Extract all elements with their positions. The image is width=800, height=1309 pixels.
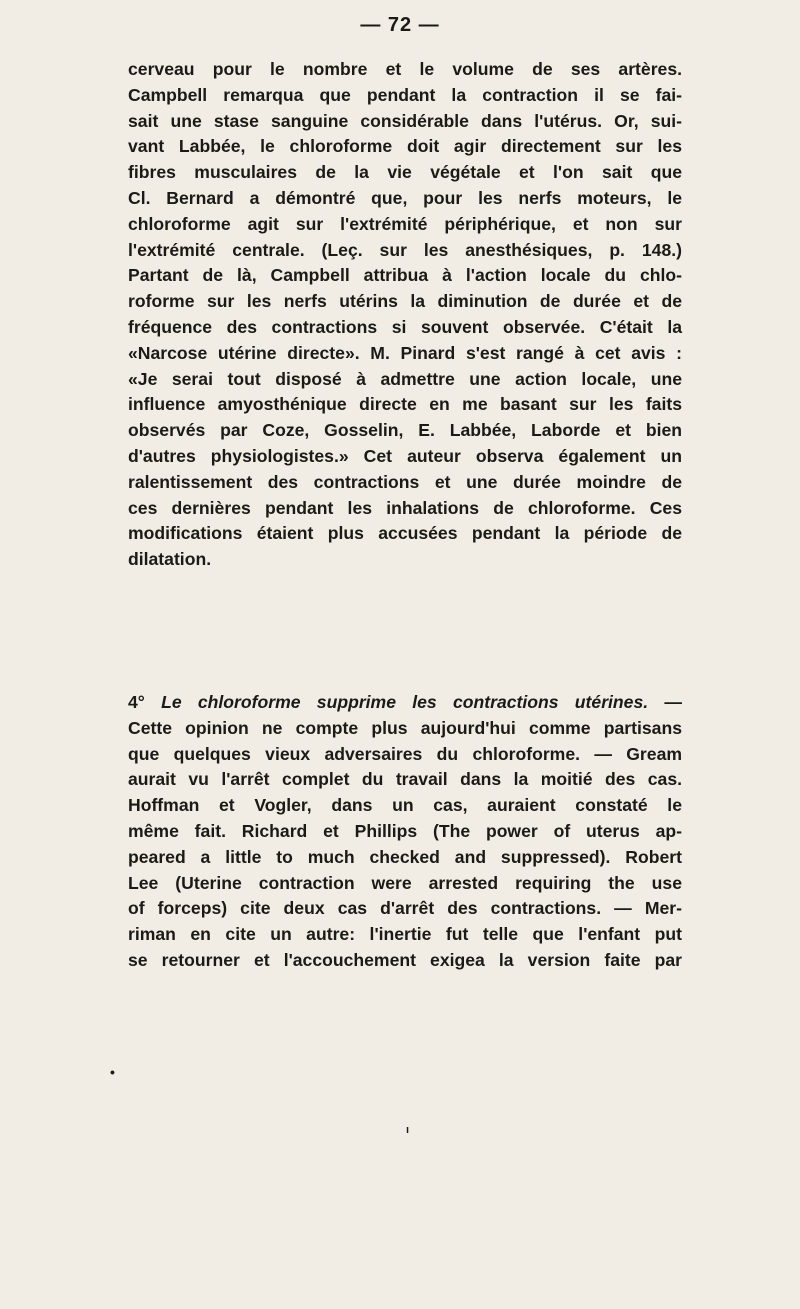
text-line: Partant de là, Campbell attribua à l'action locale du chlo- — [128, 265, 682, 286]
text-line: Cl. Bernard a démontré que, pour les nerfs moteurs, le — [128, 187, 682, 208]
text-line: observés par Coze, Gosselin, E. Labbée, Laborde et bien — [128, 420, 682, 441]
text-line: dilatation. — [128, 549, 212, 570]
text-line: l'extrémité centrale. (Leç. sur les anesthésiques, p. 148.) — [128, 239, 682, 260]
text-line: cerveau pour le nombre et le volume de ses artères. — [128, 59, 682, 79]
text-line: modifications étaient plus accusées pendant la période de — [128, 523, 682, 544]
text-line: chloroforme agit sur l'extrémité périphérique, et non sur — [128, 213, 682, 234]
section-heading-line — [128, 690, 682, 716]
margin-dot: • — [110, 1064, 115, 1080]
text-line: d'autres physiologistes.» Cet auteur observa également un — [128, 445, 682, 466]
text-line: sait une stase sanguine considérable dans l'utérus. Or, sui- — [128, 110, 682, 131]
section-dash: — — [664, 692, 682, 712]
text-line: Lee (Uterine contraction were arrested requiring the use — [128, 872, 682, 893]
text-line: vant Labbée, le chloroforme doit agir directement sur les — [128, 136, 682, 157]
text-line: ralentissement des contractions et une durée moindre de — [128, 471, 682, 492]
page-number: — 72 — — [360, 14, 440, 36]
text-line: même fait. Richard et Phillips (The power of uterus ap- — [128, 820, 682, 841]
text-line: se retourner et l'accouchement exigea la version faite par — [128, 949, 682, 970]
text-line: Campbell remarqua que pendant la contraction il se fai- — [128, 84, 682, 105]
text-line: que quelques vieux adversaires du chloroforme. — Gream — [128, 743, 682, 764]
text-line: «Je serai tout disposé à admettre une action locale, une — [128, 368, 682, 389]
text-line: roforme sur les nerfs utérins la diminution de durée et de — [128, 291, 682, 312]
text-line: ces dernières pendant les inhalations de chloroforme. Ces — [128, 497, 682, 518]
text-line: aurait vu l'arrêt complet du travail dans la moitié des cas. — [128, 769, 682, 790]
text-line: of forceps) cite deux cas d'arrêt des contractions. — Mer- — [128, 898, 682, 919]
text-line: «Narcose utérine directe». M. Pinard s'est rangé à cet avis : — [128, 342, 682, 363]
section-number: 4° — [128, 692, 145, 712]
text-line: peared a little to much checked and suppressed). Robert — [128, 846, 682, 867]
text-line: riman en cite un autre: l'inertie fut telle que l'enfant put — [128, 924, 682, 945]
section-title: Le chloroforme supprime les contractions utérines. — [161, 692, 649, 712]
text-line: Hoffman et Vogler, dans un cas, auraient constaté le — [128, 795, 682, 816]
text-line: fréquence des contractions si souvent observée. C'était la — [128, 316, 682, 337]
margin-tick: ı — [406, 1124, 410, 1136]
text-line: influence amyosthénique directe en me basant sur les faits — [128, 394, 682, 415]
paragraph-2 — [128, 690, 682, 974]
text-line: fibres musculaires de la vie végétale et l'on sait que — [128, 162, 682, 183]
text-line: Cette opinion ne compte plus aujourd'hui comme partisans — [128, 717, 682, 738]
paragraph-1 — [128, 57, 682, 573]
